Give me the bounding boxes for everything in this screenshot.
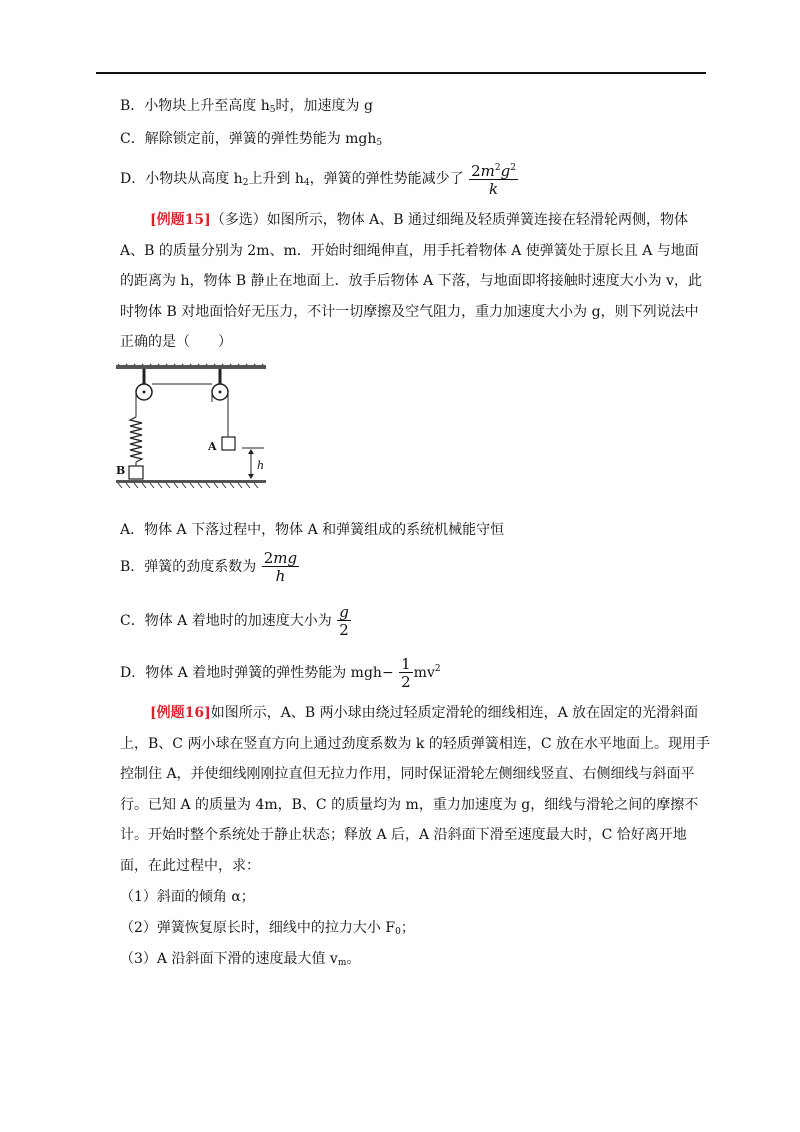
q14-option-d: D．小物块从高度 $h_2$上升到 $h_4$，弹簧的弹性势能减少了 $\frac{2m^2g^2}{k}$ xyxy=(120,162,516,198)
ex15-option-d: D．物体 A 着地时弹簧的弹性势能为 mgh− $\frac{1}{2}$ $mv^2$ xyxy=(120,654,441,691)
label-a: A xyxy=(208,440,217,453)
example-15-label: [例题15] xyxy=(150,212,211,228)
header-rule xyxy=(96,72,706,74)
ex15-option-b: B．弹簧的劲度系数为 $\frac{2mg}{h}$ xyxy=(120,548,298,585)
example-15-stem: [例题15]（多选）如图所示，物体 A、B 通过细绳及轻质弹簧连接在轻滑轮两侧，物体 A、B 的质量分别为 2m、m．开始时细绳伸直，用手托着物体 A 使弹簧处于原长且 A 与地面的距离为 h，物体 B 静止在地面上．放手后物体 A 下落，与地面即将接触时速度大小为 v，此时物体 B 对地面恰好无压力，不计一切摩擦及空气阻力，重力加速度大小为 g，则下列说法中正确的是（ ） xyxy=(120,212,703,350)
q14-option-b: B．小物块上升至高度 $h_5$时，加速度为 g xyxy=(120,98,373,115)
q14-option-c: C．解除锁定前，弹簧的弹性势能为 mgh$_5$ xyxy=(120,131,383,148)
label-b: B xyxy=(116,464,126,477)
example-16-stem: [例题16]如图所示，A、B 两小球由绕过轻质定滑轮的细线相连，A 放在固定的光滑斜面上，B、C 两小球在竖直方向上通过劲度系数为 k 的轻质弹簧相连，C 放在水平地面上。现用手控制住 A，并使细线刚刚拉直但无拉力作用，同时保证滑轮左侧细线竖直、右侧细线与斜面平行。已知 A 的质量为 4m，B、C 的质量均为 m，重力加速度为 g，细线与滑轮之间的摩擦不计。开始时整个系统处于静止状态；释放 A 后，A 沿斜面下滑至速度最大时，C 恰好离开地面，在此过程中，求： xyxy=(120,705,710,874)
ex15-option-a: A．物体 A 下落过程中，物体 A 和弹簧组成的系统机械能守恒 xyxy=(120,522,505,538)
ex16-question-2: （2）弹簧恢复原长时，细线中的拉力大小 $F_0$； xyxy=(120,920,415,937)
ex15-option-c: C．物体 A 着地时的加速度大小为 $\frac{g}{2}$ xyxy=(120,602,349,639)
label-h: h xyxy=(257,459,265,472)
pulley-spring-diagram xyxy=(114,362,274,492)
ex16-question-3: （3）A 沿斜面下滑的速度最大值 $v_m$。 xyxy=(120,951,361,968)
ex16-question-1: （1）斜面的倾角 α； xyxy=(120,889,255,905)
energy-fraction: $\frac{2m^2g^2}{k}$ xyxy=(471,162,516,198)
example-16-label: [例题16] xyxy=(150,705,211,721)
